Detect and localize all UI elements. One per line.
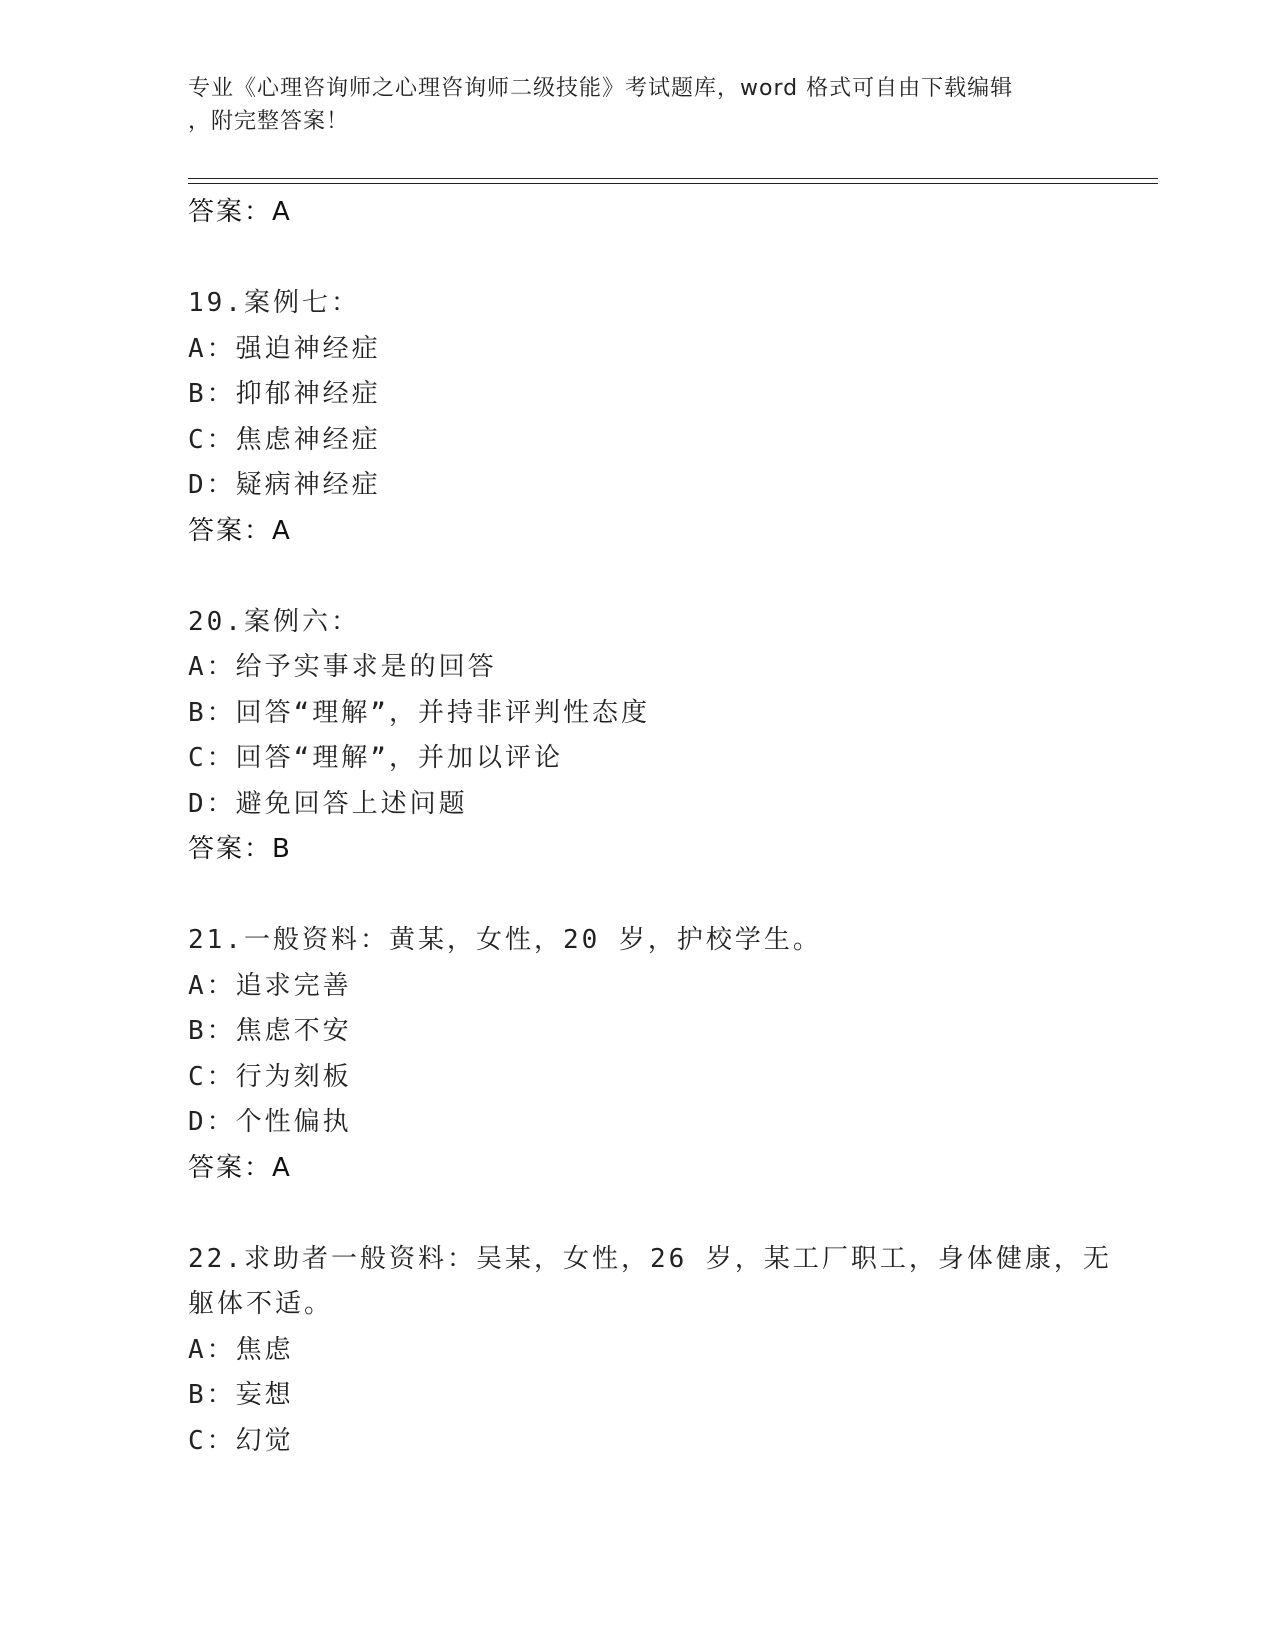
option-c: C：回答“理解”，并加以评论 xyxy=(188,743,563,773)
question-22 xyxy=(188,1237,1112,1465)
question-text: 案例七： xyxy=(243,288,360,318)
question-number: 20. xyxy=(188,606,244,637)
option-b: B：回答“理解”，并持非评判性态度 xyxy=(188,697,650,728)
header-divider-top xyxy=(188,178,1158,179)
header-divider-bottom xyxy=(188,183,1158,184)
question-number: 19. xyxy=(188,288,244,318)
option-b: B：焦虑不安 xyxy=(188,1016,352,1046)
page-header xyxy=(188,72,1078,138)
option-a: A：焦虑 xyxy=(188,1334,294,1365)
option-d: D：避免回答上述问题 xyxy=(188,788,468,819)
question-list xyxy=(188,190,1112,1464)
option-a: A：追求完善 xyxy=(188,970,352,1001)
question-19 xyxy=(188,281,1088,554)
question-stem-continued: 躯体不适。 xyxy=(188,1289,334,1319)
option-d: D：个性偏执 xyxy=(188,1107,352,1137)
question-text: 求助者一般资料：吴某，女性，26 岁，某工厂职工，身体健康，无 xyxy=(243,1243,1112,1274)
option-a: A：给予实事求是的回答 xyxy=(188,652,497,682)
header-line-1: 专业《心理咨询师之心理咨询师二级技能》考试题库，word 格式可自由下载编辑 xyxy=(188,76,1014,101)
option-c: C：焦虑神经症 xyxy=(188,424,381,455)
answer-line: 答案：A xyxy=(188,515,292,546)
option-c: C：行为刻板 xyxy=(188,1061,352,1092)
option-c: C：幻觉 xyxy=(188,1425,294,1456)
question-number: 21. xyxy=(188,925,244,955)
question-number: 22. xyxy=(188,1243,244,1274)
question-stem xyxy=(188,600,1088,646)
question-stem xyxy=(188,918,1088,964)
question-20 xyxy=(188,600,1088,873)
question-21 xyxy=(188,918,1088,1191)
option-d: D：疑病神经症 xyxy=(188,470,381,500)
answer-line: 答案：B xyxy=(188,834,292,864)
header-line-2: ，附完整答案！ xyxy=(188,109,350,134)
option-b: B：抑郁神经症 xyxy=(188,379,381,409)
question-stem xyxy=(188,1237,1112,1283)
answer-line: 答案：A xyxy=(188,1152,292,1183)
question-text: 一般资料：黄某，女性，20 岁，护校学生。 xyxy=(243,925,822,955)
option-b: B：妄想 xyxy=(188,1380,294,1410)
question-text: 案例六： xyxy=(243,606,360,637)
option-a: A：强迫神经症 xyxy=(188,333,381,364)
answer-line: 答案：A xyxy=(188,197,292,227)
question-stem xyxy=(188,281,1088,327)
